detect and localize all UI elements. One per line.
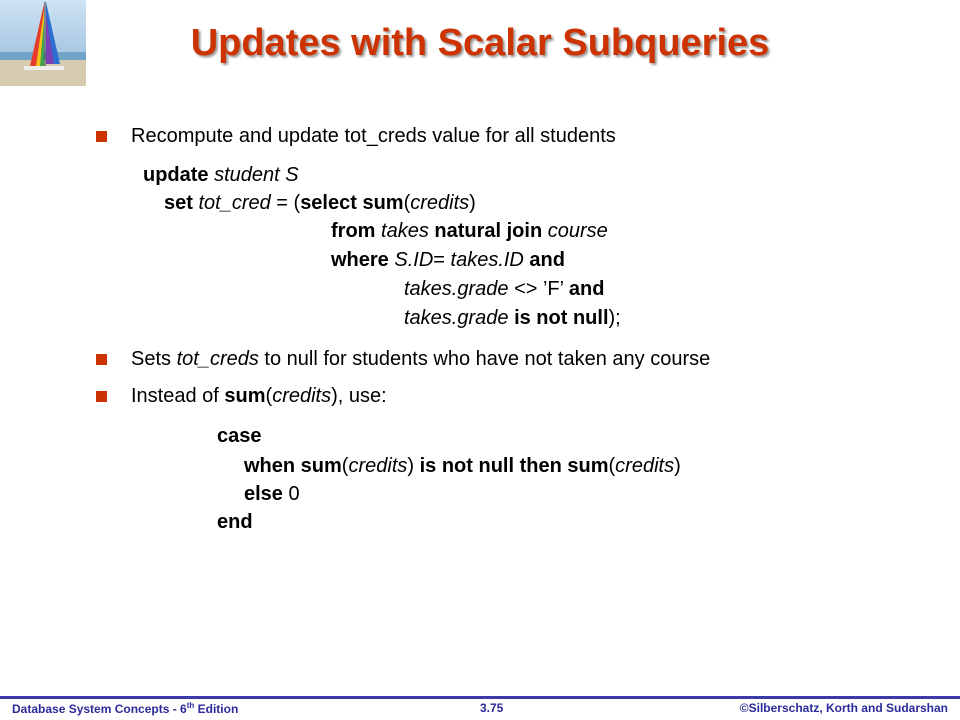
sql-text: )	[407, 455, 420, 477]
sql-keyword: where	[331, 249, 389, 271]
sql-keyword: select sum	[300, 192, 404, 214]
sql-text: (	[608, 455, 616, 477]
footer-page-number: 3.75	[480, 701, 504, 715]
bullet-square-icon	[96, 131, 107, 142]
bullet-instead-of	[96, 384, 387, 408]
sql-keyword: set	[164, 192, 193, 214]
bullet-text: Recompute and update tot_creds value for all students	[131, 125, 616, 147]
sql-keyword: else	[244, 483, 283, 505]
bullet-text: Instead of sum(credits), use:	[131, 385, 387, 407]
sql-keyword: is not null	[508, 307, 609, 329]
sql-keyword: from	[331, 220, 376, 242]
code-line-where	[331, 248, 565, 272]
bullet-recompute	[96, 124, 616, 148]
sql-identifier: takes.grade	[404, 307, 509, 329]
sql-identifier: tot_cred	[192, 192, 271, 214]
bullet-text: Sets tot_creds to null for students who have not taken any course	[131, 348, 711, 370]
bullet-square-icon	[96, 354, 107, 365]
sql-text: = (	[270, 192, 301, 214]
sql-text: )	[469, 192, 476, 214]
sql-text: )	[674, 455, 681, 477]
sql-identifier: takes.grade	[404, 278, 509, 300]
footer-copyright: ©Silberschatz, Korth and Sudarshan	[739, 701, 948, 715]
sql-identifier: credits	[615, 455, 675, 477]
slide-title: Updates with Scalar Subqueries	[190, 22, 770, 64]
sql-text: );	[608, 307, 621, 329]
sql-identifier: credits	[348, 455, 408, 477]
sql-keyword: case	[217, 425, 262, 447]
sql-text: (	[341, 455, 349, 477]
sql-text: <> ’F’	[508, 278, 569, 300]
code-line-set	[164, 191, 476, 215]
sql-keyword: is not null then sum	[419, 455, 609, 477]
sql-keyword: when sum	[244, 455, 342, 477]
sql-keyword: update	[143, 164, 209, 186]
sql-keyword: and	[568, 278, 605, 300]
sql-identifier: student S	[208, 164, 299, 186]
sql-identifier: credits	[410, 192, 470, 214]
sql-identifier: S.ID	[388, 249, 434, 271]
sql-text: =	[433, 249, 451, 271]
code-line-grade-f	[404, 277, 604, 301]
bullet-sets-null	[96, 347, 710, 371]
code-line-from	[331, 219, 608, 243]
sql-keyword: natural join	[434, 220, 543, 242]
code-line-when	[244, 454, 681, 478]
sql-keyword: and	[523, 249, 565, 271]
code-line-case	[217, 424, 262, 448]
sql-text: 0	[282, 483, 300, 505]
code-line-update	[143, 163, 299, 187]
code-line-end	[217, 510, 253, 534]
code-line-else	[244, 482, 300, 506]
sql-identifier: course	[542, 220, 608, 242]
code-line-grade-null	[404, 306, 621, 330]
sql-identifier: takes	[375, 220, 435, 242]
footer-book-title: Database System Concepts - 6th Edition	[12, 701, 239, 716]
sql-identifier: takes.ID	[450, 249, 524, 271]
sql-keyword: end	[217, 511, 253, 533]
footer-divider	[0, 696, 960, 699]
sql-text: (	[403, 192, 411, 214]
bullet-square-icon	[96, 391, 107, 402]
